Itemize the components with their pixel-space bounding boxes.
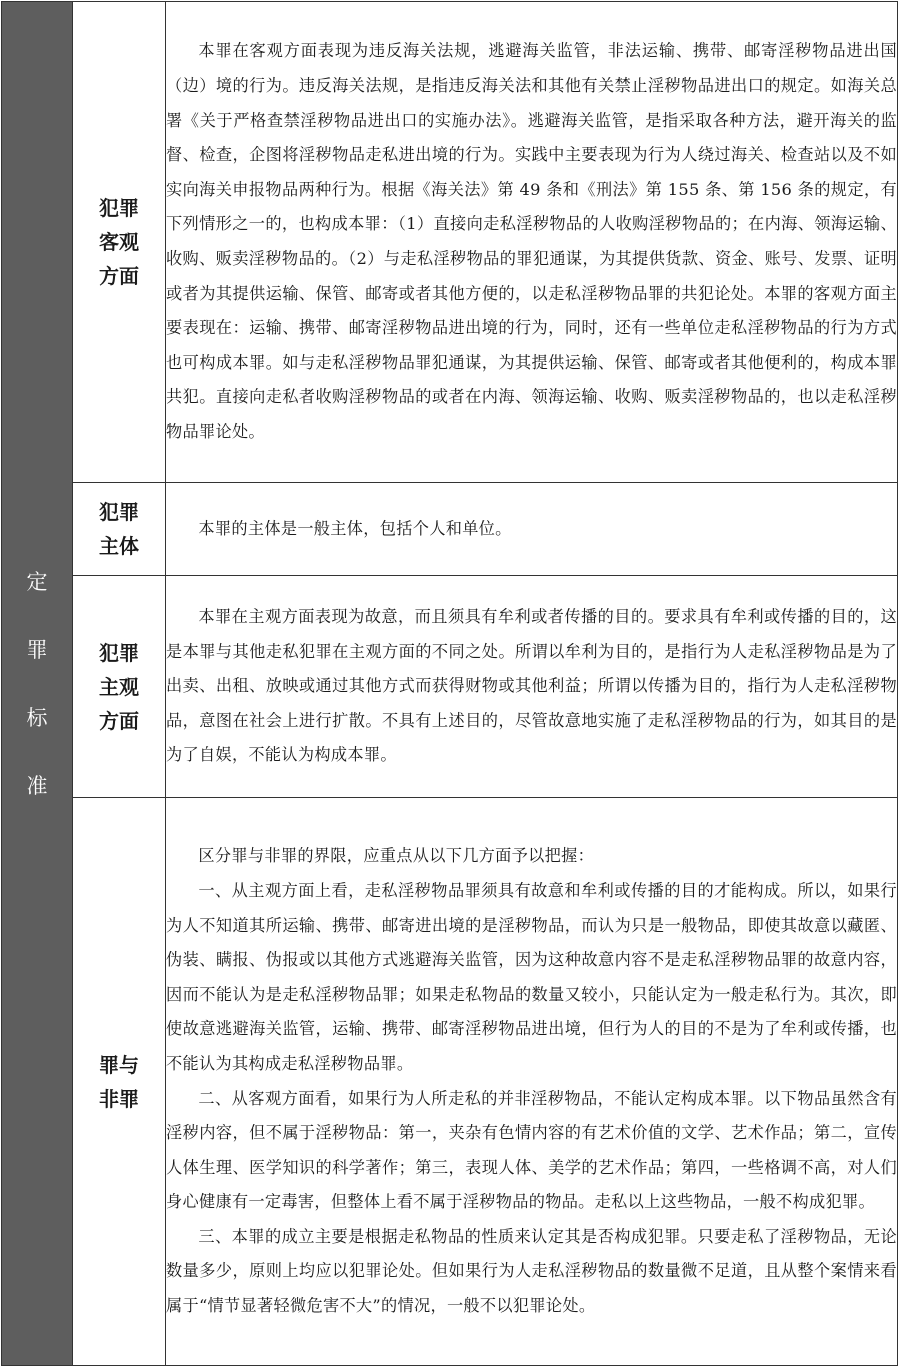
paragraph: 本罪在主观方面表现为故意，而且须具有牟利或者传播的目的。要求具有牟利或传播的目的，这是本罪与其他走私犯罪在主观方面的不同之处。所谓以牟利为目的，是指行为人走私淫秽物品是为了出卖、出租、放映或通过其他方式而获得财物或其他利益；所谓以传播为目的，指行为人走私淫秽物品，意图在社会上进行扩散。不具有上述目的，尽管故意地实施了走私淫秽物品的行为，如其目的是为了自娱，不能认为构成本罪。 xyxy=(166,607,897,765)
table-row xyxy=(2,2,898,483)
row-label: 犯罪主观方面 xyxy=(99,640,139,733)
side-header-text: 定罪标准 xyxy=(26,569,48,798)
table-row xyxy=(2,576,898,798)
paragraph: 三、本罪的成立主要是根据走私物品的性质来认定其是否构成犯罪。只要走私了淫秽物品，无论数量多少，原则上均应以犯罪论处。但如果行为人走私淫秽物品的数量微不足道，且从整个案情来看属于“情节显著轻微危害不大”的情况，一般不以犯罪论处。 xyxy=(166,1226,897,1316)
paragraph: 本罪在客观方面表现为违反海关法规，逃避海关监管，非法运输、携带、邮寄淫秽物品进出国（边）境的行为。违反海关法规，是指违反海关法和其他有关禁止淫秽物品进出口的规定。如海关总署《关于严格查禁淫秽物品进出口的实施办法》。逃避海关监管，是指采取各种方法，避开海关的监督、检查，企图将淫秽物品走私进出境的行为。实践中主要表现为行为人绕过海关、检查站以及不如实向海关申报物品两种行为。根据《海关法》第 49 条和《刑法》第 155 条、第 156 条的规定，有下列情形之一的，也构成本罪：（1）直接向走私淫秽物品的人收购淫秽物品的；在内海、领海运输、收购、贩卖淫秽物品的。（2）与走私淫秽物品的罪犯通谋，为其提供货款、资金、账号、发票、证明或者为其提供运输、保管、邮寄或者其他方便的，以走私淫秽物品罪的共犯论处。本罪的客观方面主要表现在：运输、携带、邮寄淫秽物品进出境的行为，同时，还有一些单位走私淫秽物品的行为方式也可构成本罪。如与走私淫秽物品罪犯通谋，为其提供运输、保管、邮寄或者其他便利的，构成本罪共犯。直接向走私者收购淫秽物品的或者在内海、领海运输、收购、贩卖淫秽物品的，也以走私淫秽物品罪论处。 xyxy=(166,41,897,441)
side-header-cell xyxy=(2,2,73,1366)
paragraph: 区分罪与非罪的界限，应重点从以下几方面予以把握： xyxy=(198,846,595,866)
row-label-cell xyxy=(73,483,166,576)
table-row xyxy=(2,483,898,576)
row-label-cell xyxy=(73,2,166,483)
row-content xyxy=(166,576,898,798)
row-content xyxy=(166,798,898,1366)
row-label-cell xyxy=(73,798,166,1366)
paragraph: 本罪的主体是一般主体，包括个人和单位。 xyxy=(198,518,512,538)
row-label: 罪与非罪 xyxy=(99,1052,139,1111)
row-label: 犯罪主体 xyxy=(99,500,139,558)
row-label-cell xyxy=(73,576,166,798)
row-label: 犯罪客观方面 xyxy=(99,196,139,288)
table-row xyxy=(2,798,898,1366)
criteria-table xyxy=(1,1,898,1366)
paragraph: 一、从主观方面上看，走私淫秽物品罪须具有故意和牟利或传播的目的才能构成。所以，如果行为人不知道其所运输、携带、邮寄进出境的是淫秽物品，而认为只是一般物品，即使其故意以藏匿、伪装、瞒报、伪报或以其他方式逃避海关监管，因为这种故意内容不是走私淫秽物品罪的故意内容，因而不能认为是走私淫秽物品罪；如果走私物品的数量又较小，只能认定为一般走私行为。其次，即使故意逃避海关监管，运输、携带、邮寄淫秽物品进出境，但行为人的目的不是为了牟利或传播，也不能认为其构成走私淫秽物品罪。 xyxy=(166,880,897,1073)
row-content xyxy=(166,483,898,576)
row-content xyxy=(166,2,898,483)
paragraph: 二、从客观方面看，如果行为人所走私的并非淫秽物品，不能认定构成本罪。以下物品虽然含有淫秽内容，但不属于淫秽物品：第一，夹杂有色情内容的有艺术价值的文学、艺术作品；第二，宣传人体生理、医学知识的科学著作；第三，表现人体、美学的艺术作品；第四，一些格调不高，对人们身心健康有一定毒害，但整体上看不属于淫秽物品的物品。走私以上这些物品，一般不构成犯罪。 xyxy=(166,1088,897,1212)
